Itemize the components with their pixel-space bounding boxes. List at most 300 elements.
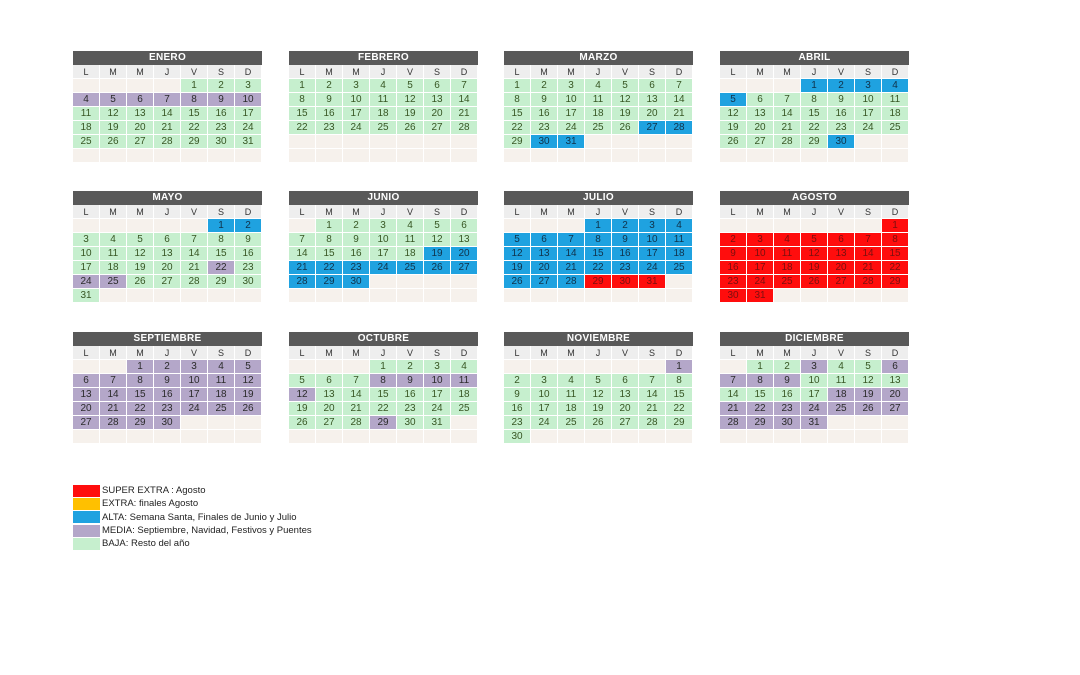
empty-cell (855, 219, 882, 233)
day-cell: 9 (774, 374, 801, 388)
empty-cell (100, 360, 127, 374)
day-cell: 15 (208, 247, 235, 261)
day-cell: 8 (666, 374, 693, 388)
day-cell: 23 (343, 261, 370, 275)
day-cell: 16 (531, 107, 558, 121)
day-cell: 18 (558, 402, 585, 416)
weekday-header: S (639, 205, 666, 219)
day-cell: 5 (855, 360, 882, 374)
day-cell: 3 (531, 374, 558, 388)
empty-cell (828, 430, 855, 444)
empty-cell (181, 416, 208, 430)
day-cell: 9 (720, 247, 747, 261)
day-cell: 11 (451, 374, 478, 388)
empty-cell (127, 430, 154, 444)
day-cell: 21 (720, 402, 747, 416)
day-cell: 3 (801, 360, 828, 374)
empty-cell (424, 289, 451, 303)
empty-cell (316, 430, 343, 444)
day-cell: 26 (424, 261, 451, 275)
weekday-header: V (828, 346, 855, 360)
day-cell: 4 (451, 360, 478, 374)
month-title: MARZO (504, 51, 693, 65)
day-cell: 24 (424, 402, 451, 416)
weekday-header: D (235, 346, 262, 360)
weekday-header: S (855, 65, 882, 79)
day-cell: 2 (774, 360, 801, 374)
day-cell: 18 (370, 107, 397, 121)
empty-cell (289, 219, 316, 233)
day-cell: 23 (504, 416, 531, 430)
weekday-header: L (289, 65, 316, 79)
day-cell: 2 (828, 79, 855, 93)
empty-cell (289, 135, 316, 149)
day-cell: 15 (747, 388, 774, 402)
day-cell: 15 (127, 388, 154, 402)
day-cell: 10 (343, 93, 370, 107)
day-cell: 26 (855, 402, 882, 416)
weekday-header: M (127, 65, 154, 79)
empty-cell (451, 430, 478, 444)
day-cell: 14 (666, 93, 693, 107)
day-cell: 2 (397, 360, 424, 374)
day-cell: 7 (639, 374, 666, 388)
day-cell: 9 (235, 233, 262, 247)
day-cell: 6 (424, 79, 451, 93)
weekday-header: V (181, 346, 208, 360)
month-junio (289, 191, 478, 303)
day-cell: 20 (828, 261, 855, 275)
empty-cell (828, 149, 855, 163)
day-cell: 1 (370, 360, 397, 374)
day-cell: 2 (208, 79, 235, 93)
weekday-header: J (801, 205, 828, 219)
day-cell: 30 (720, 289, 747, 303)
empty-cell (531, 149, 558, 163)
empty-cell (585, 430, 612, 444)
day-cell: 26 (585, 416, 612, 430)
day-cell: 19 (100, 121, 127, 135)
day-cell: 1 (289, 79, 316, 93)
empty-cell (235, 289, 262, 303)
day-cell: 1 (882, 219, 909, 233)
empty-cell (774, 289, 801, 303)
day-cell: 2 (343, 219, 370, 233)
day-cell: 27 (73, 416, 100, 430)
day-cell: 5 (612, 79, 639, 93)
month-diciembre (720, 332, 909, 444)
day-cell: 10 (424, 374, 451, 388)
day-cell: 24 (73, 275, 100, 289)
empty-cell (73, 79, 100, 93)
day-cell: 30 (208, 135, 235, 149)
day-cell: 6 (612, 374, 639, 388)
weekday-header: D (666, 65, 693, 79)
month-title: AGOSTO (720, 191, 909, 205)
weekday-header: J (585, 205, 612, 219)
day-cell: 30 (154, 416, 181, 430)
day-cell: 21 (855, 261, 882, 275)
day-cell: 20 (154, 261, 181, 275)
weekday-header: D (235, 205, 262, 219)
empty-cell (720, 219, 747, 233)
day-cell: 23 (720, 275, 747, 289)
weekday-header: L (504, 65, 531, 79)
day-cell: 5 (585, 374, 612, 388)
day-cell: 31 (801, 416, 828, 430)
empty-cell (612, 289, 639, 303)
weekday-header: S (208, 205, 235, 219)
weekday-header: M (531, 65, 558, 79)
day-cell: 13 (451, 233, 478, 247)
empty-cell (235, 149, 262, 163)
day-cell: 18 (451, 388, 478, 402)
weekday-header: M (343, 65, 370, 79)
day-cell: 26 (504, 275, 531, 289)
day-cell: 25 (828, 402, 855, 416)
empty-cell (774, 79, 801, 93)
weekday-header: M (747, 65, 774, 79)
weekday-header: L (73, 346, 100, 360)
day-cell: 4 (370, 79, 397, 93)
empty-cell (747, 79, 774, 93)
day-cell: 25 (882, 121, 909, 135)
month-febrero (289, 51, 478, 163)
weekday-header: S (424, 346, 451, 360)
empty-cell (585, 360, 612, 374)
weekday-header: S (208, 65, 235, 79)
weekday-header: D (451, 65, 478, 79)
day-cell: 24 (639, 261, 666, 275)
day-cell: 3 (370, 219, 397, 233)
weekday-header: V (612, 346, 639, 360)
empty-cell (154, 430, 181, 444)
day-cell: 14 (855, 247, 882, 261)
empty-cell (639, 289, 666, 303)
day-cell: 8 (208, 233, 235, 247)
weekday-header: V (397, 65, 424, 79)
day-cell: 3 (73, 233, 100, 247)
day-cell: 3 (855, 79, 882, 93)
weekday-header: S (424, 205, 451, 219)
day-cell: 31 (235, 135, 262, 149)
day-cell: 3 (747, 233, 774, 247)
empty-cell (504, 149, 531, 163)
weekday-header: D (882, 205, 909, 219)
day-cell: 6 (747, 93, 774, 107)
empty-cell (316, 360, 343, 374)
day-cell: 4 (100, 233, 127, 247)
day-cell: 10 (73, 247, 100, 261)
day-cell: 12 (424, 233, 451, 247)
empty-cell (451, 289, 478, 303)
day-cell: 23 (154, 402, 181, 416)
day-cell: 17 (370, 247, 397, 261)
empty-cell (504, 289, 531, 303)
month-title: JULIO (504, 191, 693, 205)
day-cell: 23 (208, 121, 235, 135)
day-cell: 24 (343, 121, 370, 135)
day-cell: 3 (181, 360, 208, 374)
day-cell: 15 (801, 107, 828, 121)
day-cell: 18 (397, 247, 424, 261)
empty-cell (666, 430, 693, 444)
month-agosto (720, 191, 909, 303)
day-cell: 25 (666, 261, 693, 275)
day-cell: 28 (774, 135, 801, 149)
empty-cell (855, 289, 882, 303)
weekday-header: D (666, 205, 693, 219)
day-cell: 16 (316, 107, 343, 121)
day-cell: 26 (612, 121, 639, 135)
day-cell: 26 (127, 275, 154, 289)
empty-cell (720, 360, 747, 374)
empty-cell (882, 149, 909, 163)
day-cell: 18 (100, 261, 127, 275)
day-cell: 14 (558, 247, 585, 261)
weekday-header: L (720, 346, 747, 360)
day-cell: 31 (558, 135, 585, 149)
day-cell: 28 (181, 275, 208, 289)
day-cell: 28 (558, 275, 585, 289)
day-cell: 2 (531, 79, 558, 93)
empty-cell (828, 416, 855, 430)
weekday-header: M (127, 205, 154, 219)
weekday-header: M (558, 205, 585, 219)
day-cell: 8 (289, 93, 316, 107)
day-cell: 1 (504, 79, 531, 93)
day-cell: 10 (531, 388, 558, 402)
legend-swatch (73, 485, 100, 497)
day-cell: 7 (774, 93, 801, 107)
day-cell: 15 (666, 388, 693, 402)
day-cell: 8 (370, 374, 397, 388)
day-cell: 2 (154, 360, 181, 374)
day-cell: 21 (100, 402, 127, 416)
day-cell: 27 (127, 135, 154, 149)
empty-cell (612, 149, 639, 163)
day-cell: 30 (531, 135, 558, 149)
weekday-header: L (73, 205, 100, 219)
day-cell: 5 (424, 219, 451, 233)
day-cell: 22 (747, 402, 774, 416)
weekday-header: J (370, 65, 397, 79)
day-cell: 17 (181, 388, 208, 402)
empty-cell (127, 289, 154, 303)
day-cell: 9 (531, 93, 558, 107)
empty-cell (397, 430, 424, 444)
day-cell: 27 (316, 416, 343, 430)
day-cell: 12 (100, 107, 127, 121)
weekday-header: M (316, 65, 343, 79)
day-cell: 12 (855, 374, 882, 388)
day-cell: 7 (343, 374, 370, 388)
weekday-header: M (100, 346, 127, 360)
empty-cell (343, 149, 370, 163)
empty-cell (127, 79, 154, 93)
legend-label: BAJA: Resto del año (102, 538, 190, 550)
day-cell: 12 (720, 107, 747, 121)
day-cell: 2 (235, 219, 262, 233)
day-cell: 12 (504, 247, 531, 261)
empty-cell (666, 149, 693, 163)
day-cell: 16 (235, 247, 262, 261)
weekday-header: S (639, 346, 666, 360)
day-cell: 17 (235, 107, 262, 121)
day-cell: 1 (181, 79, 208, 93)
day-cell: 10 (235, 93, 262, 107)
empty-cell (828, 289, 855, 303)
day-cell: 2 (504, 374, 531, 388)
day-cell: 6 (154, 233, 181, 247)
day-cell: 16 (828, 107, 855, 121)
day-cell: 14 (343, 388, 370, 402)
day-cell: 1 (127, 360, 154, 374)
empty-cell (801, 430, 828, 444)
empty-cell (612, 360, 639, 374)
day-cell: 4 (397, 219, 424, 233)
empty-cell (720, 79, 747, 93)
empty-cell (882, 416, 909, 430)
empty-cell (343, 135, 370, 149)
day-cell: 19 (424, 247, 451, 261)
day-cell: 17 (855, 107, 882, 121)
day-cell: 20 (73, 402, 100, 416)
day-cell: 27 (639, 121, 666, 135)
day-cell: 28 (451, 121, 478, 135)
empty-cell (343, 360, 370, 374)
weekday-header: V (612, 205, 639, 219)
day-cell: 23 (612, 261, 639, 275)
month-mayo (73, 191, 262, 303)
day-cell: 26 (397, 121, 424, 135)
weekday-header: M (343, 205, 370, 219)
day-cell: 20 (531, 261, 558, 275)
month-title: FEBRERO (289, 51, 478, 65)
day-cell: 6 (531, 233, 558, 247)
day-cell: 29 (208, 275, 235, 289)
day-cell: 16 (154, 388, 181, 402)
day-cell: 22 (181, 121, 208, 135)
day-cell: 24 (181, 402, 208, 416)
day-cell: 7 (181, 233, 208, 247)
day-cell: 3 (558, 79, 585, 93)
day-cell: 7 (666, 79, 693, 93)
day-cell: 19 (855, 388, 882, 402)
day-cell: 10 (370, 233, 397, 247)
weekday-header: V (181, 205, 208, 219)
day-cell: 20 (612, 402, 639, 416)
month-octubre (289, 332, 478, 444)
day-cell: 9 (504, 388, 531, 402)
empty-cell (424, 149, 451, 163)
day-cell: 21 (774, 121, 801, 135)
day-cell: 25 (397, 261, 424, 275)
weekday-header: V (828, 205, 855, 219)
weekday-header: V (612, 65, 639, 79)
day-cell: 16 (397, 388, 424, 402)
day-cell: 25 (208, 402, 235, 416)
day-cell: 24 (235, 121, 262, 135)
day-cell: 30 (774, 416, 801, 430)
day-cell: 19 (801, 261, 828, 275)
weekday-header: J (154, 205, 181, 219)
legend-item-extra (73, 497, 312, 510)
legend-item-baja (73, 537, 312, 550)
empty-cell (127, 149, 154, 163)
weekday-header: J (154, 346, 181, 360)
day-cell: 8 (882, 233, 909, 247)
legend-swatch (73, 498, 100, 510)
day-cell: 31 (73, 289, 100, 303)
day-cell: 11 (558, 388, 585, 402)
day-cell: 6 (828, 233, 855, 247)
day-cell: 18 (828, 388, 855, 402)
day-cell: 20 (451, 247, 478, 261)
empty-cell (801, 149, 828, 163)
day-cell: 12 (397, 93, 424, 107)
month-title: SEPTIEMBRE (73, 332, 262, 346)
day-cell: 30 (504, 430, 531, 444)
day-cell: 22 (289, 121, 316, 135)
day-cell: 10 (639, 233, 666, 247)
empty-cell (855, 149, 882, 163)
day-cell: 20 (127, 121, 154, 135)
day-cell: 6 (316, 374, 343, 388)
day-cell: 4 (73, 93, 100, 107)
day-cell: 13 (316, 388, 343, 402)
legend-item-super-extra (73, 484, 312, 497)
empty-cell (235, 430, 262, 444)
day-cell: 30 (235, 275, 262, 289)
day-cell: 10 (747, 247, 774, 261)
day-cell: 20 (639, 107, 666, 121)
empty-cell (747, 430, 774, 444)
day-cell: 19 (289, 402, 316, 416)
empty-cell (73, 430, 100, 444)
day-cell: 25 (370, 121, 397, 135)
day-cell: 18 (208, 388, 235, 402)
day-cell: 15 (504, 107, 531, 121)
empty-cell (531, 430, 558, 444)
legend-swatch (73, 538, 100, 550)
day-cell: 13 (612, 388, 639, 402)
empty-cell (154, 149, 181, 163)
day-cell: 6 (639, 79, 666, 93)
day-cell: 16 (504, 402, 531, 416)
weekday-header: D (235, 65, 262, 79)
day-cell: 11 (100, 247, 127, 261)
day-cell: 5 (397, 79, 424, 93)
weekday-header: J (801, 346, 828, 360)
day-cell: 10 (181, 374, 208, 388)
empty-cell (289, 289, 316, 303)
day-cell: 13 (127, 107, 154, 121)
day-cell: 13 (639, 93, 666, 107)
day-cell: 11 (585, 93, 612, 107)
day-cell: 12 (612, 93, 639, 107)
day-cell: 21 (181, 261, 208, 275)
day-cell: 4 (666, 219, 693, 233)
day-cell: 28 (720, 416, 747, 430)
empty-cell (612, 430, 639, 444)
empty-cell (370, 289, 397, 303)
day-cell: 25 (558, 416, 585, 430)
day-cell: 28 (639, 416, 666, 430)
day-cell: 21 (666, 107, 693, 121)
day-cell: 23 (397, 402, 424, 416)
empty-cell (639, 360, 666, 374)
